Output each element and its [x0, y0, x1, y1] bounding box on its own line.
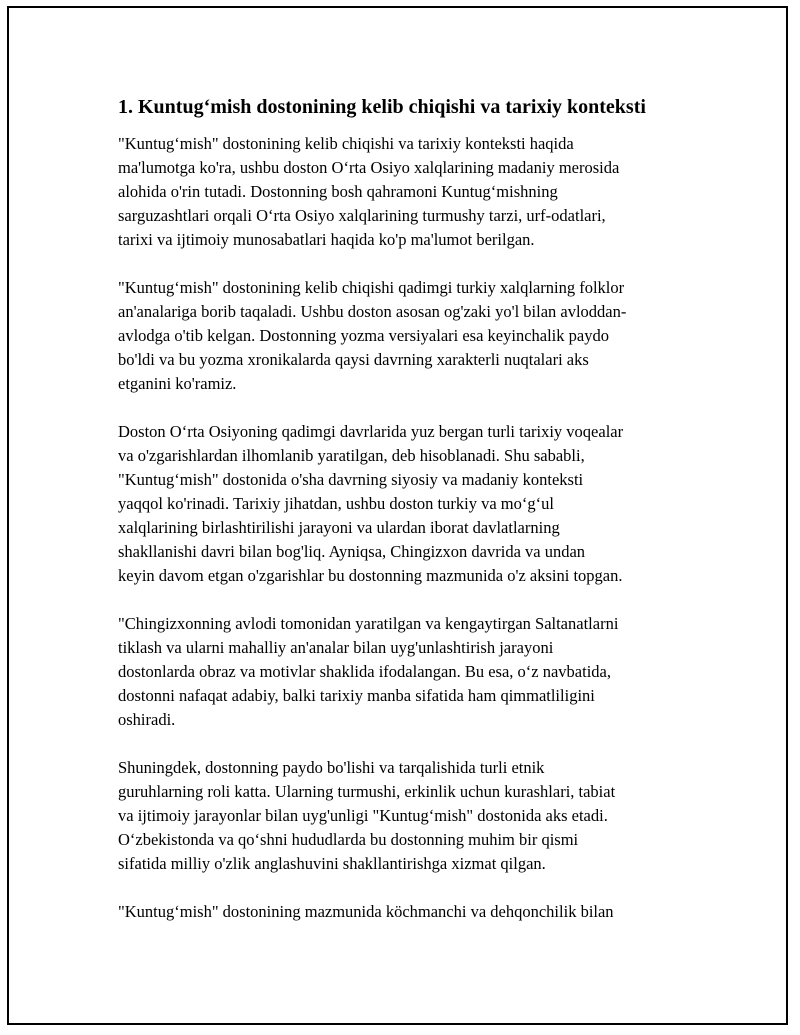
section-heading: 1. Kuntug‘mish dostonining kelib chiqishi va tarixiy konteksti — [118, 96, 646, 118]
paragraph-5: Shuningdek, dostonning paydo bo'lishi va tarqalishida turli etnik guruhlarning roli katta. Ularning turmushi, erkinlik uchun kurashlari, tabiat va ijtimoiy jarayonlar bilan uyg'unligi "Kuntug‘mish" dostonida aks etadi. O‘zbekistonda va qo‘shni hududlarda bu dostonning muhim bir qismi sifatida milliy o'zlik anglashuvini shakllantirishga xizmat qilgan. — [118, 758, 616, 873]
paragraph-4: "Chingizxonning avlodi tomonidan yaratilgan va kengaytirgan Saltanatlarni tiklash va ularni mahalliy an'analar bilan uyg'unlashtirish jarayoni dostonlarda obraz va motivlar shaklida ifodalangan. Bu esa, o‘z navbatida, dostonni nafaqat adabiy, balki tarixiy manba sifatida ham qimmatliligini oshiradi. — [118, 614, 619, 729]
paragraph-6: "Kuntug‘mish" dostonining mazmunida köchmanchi va dehqonchilik bilan — [118, 902, 614, 921]
paragraph-2: "Kuntug‘mish" dostonining kelib chiqishi qadimgi turkiy xalqlarning folklor an'analariga borib taqaladi. Ushbu doston asosan og'zaki yo'l bilan avloddan- avlodga o'tib kelgan. Dostonning yozma versiyalari esa keyinchalik paydo bo'ldi va bu yozma xronikalarda qaysi davrning xarakterli nuqtalari aks etganini ko'ramiz. — [118, 278, 627, 393]
paragraph-1: "Kuntug‘mish" dostonining kelib chiqishi va tarixiy konteksti haqida ma'lumotga ko'ra, ushbu doston O‘rta Osiyo xalqlarining madaniy merosida alohida o'rin tutadi. Dostonning bosh qahramoni Kuntug‘mishning sarguzashtlari orqali O‘rta Osiyo xalqlarining turmushy tarzi, urf-odatlari, tarixi va ijtimoiy munosabatlari haqida ko'p ma'lumot berilgan. — [118, 134, 620, 249]
document-body — [118, 93, 698, 948]
paragraph-3: Doston O‘rta Osiyoning qadimgi davrlarida yuz bergan turli tarixiy voqealar va o'zgarishlardan ilhomlanib yaratilgan, deb hisoblanadi. Shu sababli, "Kuntug‘mish" dostonida o'sha davrning siyosiy va madaniy konteksti yaqqol ko'rinadi. Tarixiy jihatdan, ushbu doston turkiy va mo‘g‘ul xalqlarining birlashtirilishi jarayoni va ulardan iborat davlatlarning shakllanishi davri bilan bog'liq. Ayniqsa, Chingizxon davrida va undan keyin davom etgan o'zgarishlar bu dostonning mazmunida o'z aksini topgan. — [118, 422, 624, 585]
